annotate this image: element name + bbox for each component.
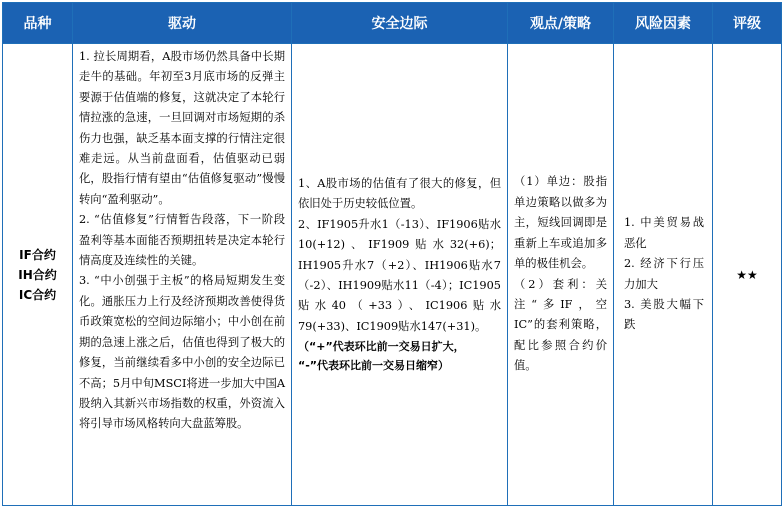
safety-paragraph-1: 1、A股市场的估值有了很大的修复，但依旧处于历史较低位置。 — [298, 176, 501, 211]
header-view: 观点/策略 — [508, 3, 614, 44]
risk-item-2: 2. 经济下行压力加大 — [624, 257, 704, 291]
header-driver: 驱动 — [73, 3, 292, 44]
driver-cell — [73, 44, 292, 506]
driver-paragraph-2: 2. “估值修复”行情暂告段落，下一阶段盈利等基本面能否预期扭转是决定本轮行情高度及连续性的关键。 — [79, 213, 285, 268]
driver-paragraph-3: 3. “中小创强于主板”的格局短期发生变化。通胀压力上行及经济预期改善使得货币政策宽松的空间边际缩小；中小创在前期的急速上涨之后，估值也得到了极大的修复，当前继续看多中小创的安全边际已不高；5月中旬MSCI将进一步加大中国A股纳入其新兴市场指数的权重，外资流入将引导市场风格转向大盘蓝筹股。 — [79, 274, 285, 431]
product-cell — [3, 44, 73, 506]
risk-item-3: 3. 美股大幅下跌 — [624, 297, 704, 332]
header-rating: 评级 — [713, 3, 782, 44]
table-row — [3, 44, 782, 506]
rating-cell — [713, 44, 782, 506]
header-safety: 安全边际 — [292, 3, 508, 44]
view-paragraph-2: （2）套利：关注“多IF，空IC”的套利策略，配比参照合约价值。 — [514, 277, 607, 373]
header-risk: 风险因素 — [614, 3, 713, 44]
product-ih: IH合约 — [18, 267, 57, 282]
strategy-table — [2, 2, 782, 506]
product-ic: IC合约 — [18, 287, 57, 302]
risk-item-1: 1. 中美贸易战恶化 — [624, 216, 704, 250]
product-if: IF合约 — [19, 247, 56, 262]
view-cell — [508, 44, 614, 506]
header-product: 品种 — [3, 3, 73, 44]
header-row — [3, 3, 782, 44]
view-paragraph-1: （1）单边：股指单边策略以做多为主，短线回调即是重新上车或追加多单的极佳机会。 — [514, 175, 607, 271]
safety-paragraph-2: 2、IF1905升水1（-13）、IF1906贴水10(+12)、IF1909贴水32(+6)；IH1905升水7（+2）、IH1906贴水7（-2）、IH1909贴水11（-4）；IC1905贴水40（+33）、IC1906贴水79(+33)、IC1909贴水147(+31)。 — [298, 217, 501, 333]
rating-stars: ★★ — [736, 267, 758, 282]
safety-cell — [292, 44, 508, 506]
safety-note-1: （“+”代表环比前一交易日扩大， — [298, 340, 465, 354]
risk-cell — [614, 44, 713, 506]
driver-paragraph-1: 1. 拉长周期看，A股市场仍然具备中长期走牛的基础。年初至3月底市场的反弹主要源于估值端的修复，这就决定了本轮行情拉涨的急速，一旦回调对市场短期的杀伤力也强，缺乏基本面支撑的行情注定很难走远。从当前盘面看，估值驱动已弱化，股指行情有望由“估值修复驱动”慢慢转向“盈利驱动”。 — [79, 50, 285, 206]
safety-note-2: “-”代表环比前一交易日缩窄） — [298, 359, 450, 373]
